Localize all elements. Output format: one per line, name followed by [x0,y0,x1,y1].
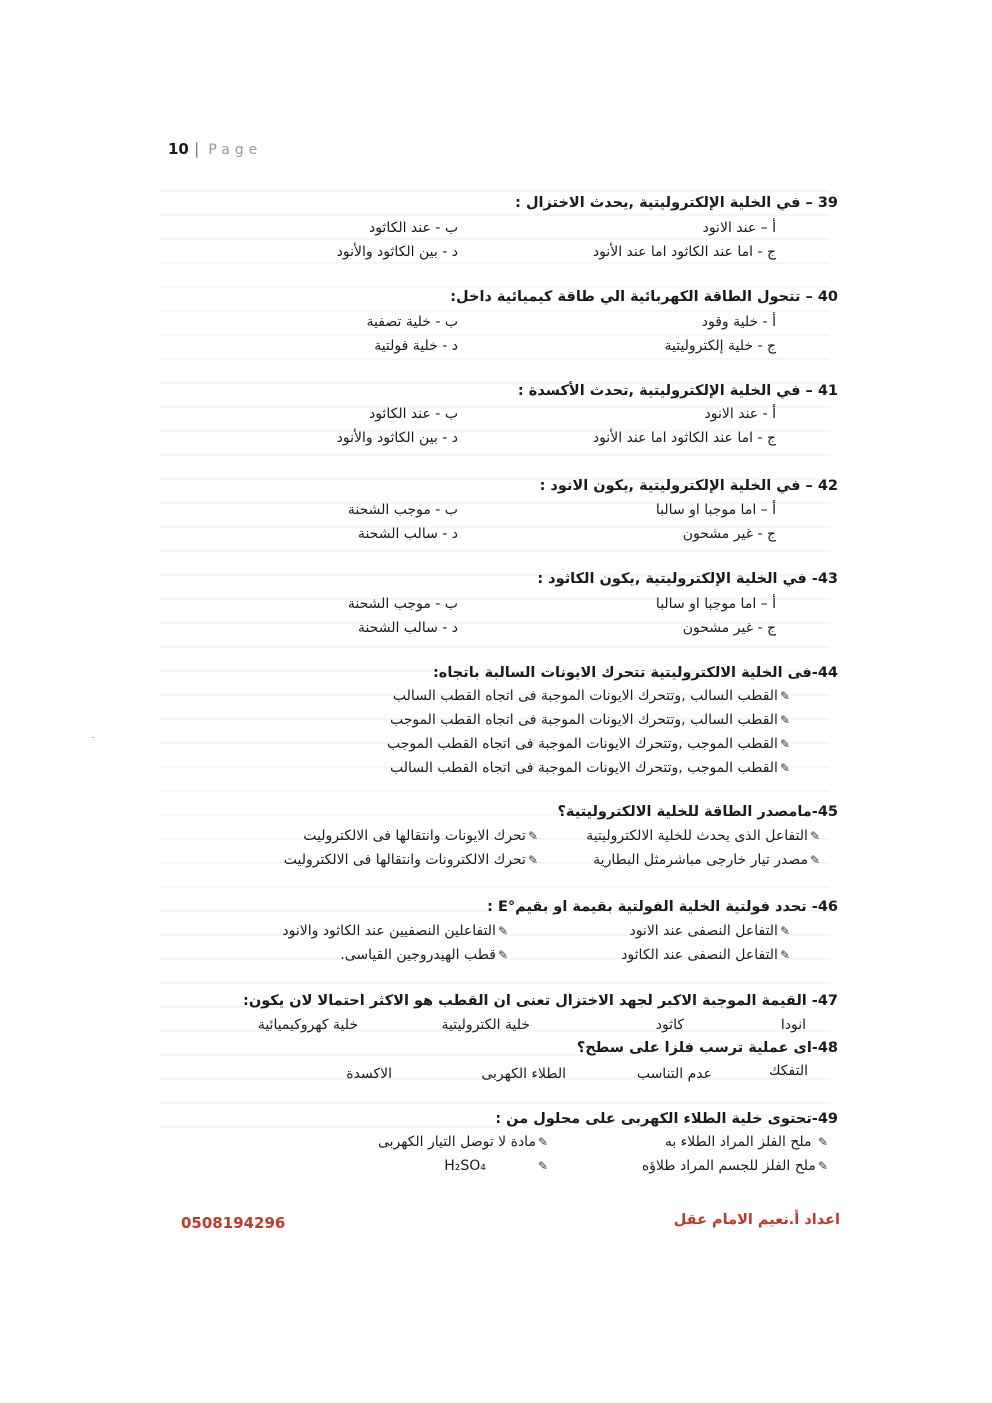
option-4: الاكسدة [346,1066,392,1082]
option-d: د - سالب الشحنة [357,620,458,636]
option-c: ج - اما عند الكاثود اما عند الأنود [592,244,776,260]
option-2: كاثود [655,1017,684,1033]
option-b: ب - خلية تصفية [366,314,458,330]
question-39: 39 – في الخلية الإلكتروليتية ,يحدث الاختزال : [515,195,838,211]
option-2 [282,923,508,939]
option-c: ج - اما عند الكاثود اما عند الأنود [592,430,776,446]
option-text: التفاعل الذى يحدث للخلية الالكتروليتية [586,828,808,844]
pencil-icon: ✎ [779,737,790,751]
pencil-icon: ✎ [779,761,790,775]
option-4 [390,760,790,776]
option-b: ب - موجب الشحنة [347,502,458,518]
pencil-icon: ✎ [537,1135,548,1149]
option-text: القطب الموجب ,وتتحرك الايونات الموجبة فى اتجاه القطب الموجب [387,736,778,752]
pencil-icon: ✎ [809,853,820,867]
option-text: ملح الفلز المراد الطلاء به [664,1134,812,1150]
pencil-icon: ✎ [817,1159,828,1173]
option-2 [303,828,538,844]
option-3 [387,736,790,752]
question-47: 47- القيمة الموجبة الاكبر لجهد الاختزال تعنى ان القطب هو الاكثر احتمالا لان يكون: [243,993,838,1009]
option-4: خلية كهروكيميائية [257,1017,358,1033]
option-1 [393,688,790,704]
option-c: ج - غير مشحون [682,620,776,636]
question-44: 44-فى الخلية الالكتروليتية تتحرك الايونات السالبة باتجاه: [433,665,838,681]
option-1 [586,828,820,844]
option-3: الطلاء الكهربى [481,1066,566,1082]
pencil-icon: ✎ [527,829,538,843]
option-c: ج - خلية إلكتروليتية [664,338,776,354]
option-text: التفاعلين النصفيين عند الكاثود والانود [282,923,496,939]
question-42: 42 – في الخلية الإلكتروليتية ,يكون الانود : [539,478,838,494]
question-49: 49-تحتوى خلية الطلاء الكهربى على محلول من : [495,1111,838,1127]
option-text: تحرك الالكترونات وانتقالها فى الالكتروليت [283,852,526,868]
pencil-icon: ✎ [527,853,538,867]
document-body [170,0,838,1403]
question-40: 40 – تتحول الطاقة الكهربائية الي طاقة كيميائية داخل: [450,289,838,305]
option-4 [284,852,538,868]
option-b: ب - عند الكاثود [368,406,458,422]
option-3: خلية الكتروليتية [441,1017,530,1033]
option-a: أ – اما موجبا او سالبا [655,502,776,518]
stray-mark [92,737,94,738]
option-text: القطب السالب ,وتتحرك الايونات الموجبة فى اتجاه القطب السالب [392,688,778,704]
option-1 [665,1134,828,1150]
option-d: د - بين الكاثود والأنود [336,430,458,446]
option-d: د - بين الكاثود والأنود [336,244,458,260]
pencil-icon: ✎ [497,924,508,938]
option-text: مصدر تيار خارجى مباشرمثل البطارية [593,852,808,868]
header-separator: | [194,140,200,158]
option-3 [593,852,820,868]
footer-phone: 0508194296 [181,1214,286,1232]
question-46: 46- تحدد فولتية الخلية الفولتية بقيمة او بقيم°E : [487,899,838,915]
pencil-icon: ✎ [537,1159,548,1173]
option-3 [621,947,790,963]
option-a: أ – اما موجبا او سالبا [655,596,776,612]
question-43: 43- في الخلية الإلكتروليتية ,يكون الكاثود : [537,571,838,587]
option-d: د - سالب الشحنة [357,526,458,542]
option-2 [390,712,790,728]
option-text: التفاعل النصفى عند الكاثود [621,947,778,963]
option-text: مادة لا توصل التيار الكهربى [377,1134,536,1150]
pencil-icon: ✎ [779,713,790,727]
option-1: التفكك [769,1063,808,1079]
option-b: ب - عند الكاثود [368,220,458,236]
option-text: ملح الفلز للجسم المراد طلاؤه [641,1158,816,1174]
pencil-icon: ✎ [497,948,508,962]
option-b: ب - موجب الشحنة [347,596,458,612]
option-a: أ - عند الانود [704,406,776,422]
question-48: 48-اى عملية ترسب فلزا على سطح؟ [576,1040,838,1056]
pencil-icon: ✎ [817,1135,828,1149]
option-a: أ - خلية وقود [701,314,776,330]
option-2 [378,1134,548,1150]
option-text: قطب الهيدروجين القياسى. [340,947,496,963]
pencil-icon: ✎ [779,924,790,938]
option-text: القطب الموجب ,وتتحرك الايونات الموجبة فى اتجاه القطب السالب [389,760,778,776]
option-c: ج - غير مشحون [682,526,776,542]
pencil-icon: ✎ [779,689,790,703]
option-text: التفاعل النصفى عند الانود [629,923,778,939]
pencil-icon: ✎ [779,948,790,962]
option-4 [340,947,508,963]
option-1 [629,923,790,939]
question-41: 41 – في الخلية الإلكتروليتية ,تحدث الأكسدة : [517,383,838,399]
option-1: انودا [780,1017,806,1033]
page-number: 10 [168,140,189,158]
option-d: د - خلية فولتية [374,338,458,354]
option-2: عدم التناسب [636,1066,712,1082]
option-3 [642,1158,828,1174]
option-text: H₂SO₄ [444,1158,486,1174]
question-45: 45-مامصدر الطاقة للخلية الالكتروليتية؟ [557,804,838,820]
option-4 [444,1158,548,1174]
option-text: القطب السالب ,وتتحرك الايونات الموجبة فى اتجاه القطب الموجب [389,712,778,728]
option-a: أ – عند الانود [702,220,776,236]
page-word: Page [208,142,263,158]
option-text: تحرك الايونات وانتقالها فى الالكتروليت [303,828,526,844]
pencil-icon: ✎ [809,829,820,843]
footer-author: اعداد أ.نعيم الامام عقل [673,1212,840,1228]
